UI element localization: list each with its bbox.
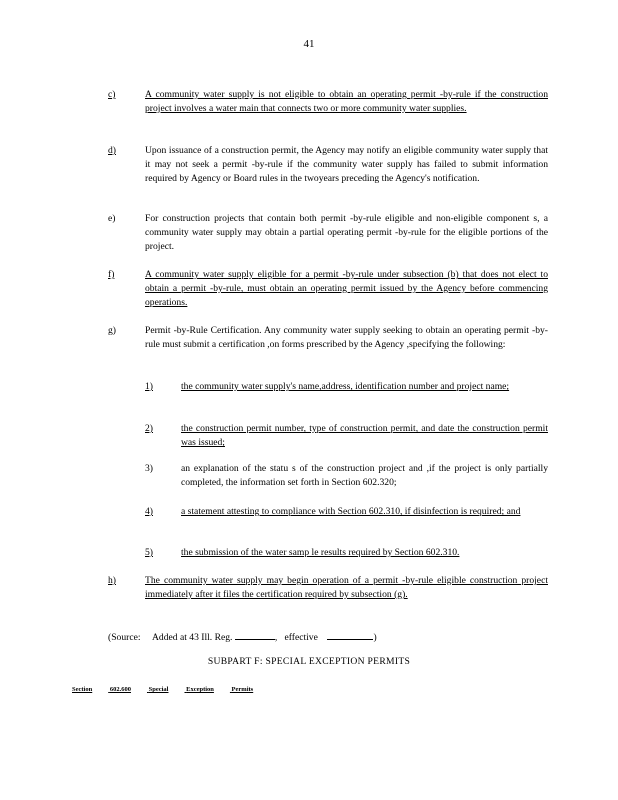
paragraph-label: f) xyxy=(108,269,115,280)
paragraph-text-body: The community water supply may begin operation of a permit -by-rule eligible construction project immediately after it files the certification required by subsection (g). xyxy=(145,575,548,600)
source-suffix: ) xyxy=(373,632,377,643)
subitem-label: 2) xyxy=(145,423,153,434)
section-title-part: Permits xyxy=(231,686,254,693)
subitem-label: 3) xyxy=(145,463,153,474)
subitem-text: an explanation of the statu s of the construction project and ,if the project is only partially completed, the information set forth in Section 602.320; xyxy=(181,463,548,488)
paragraph-f xyxy=(108,268,548,310)
paragraph-label: c) xyxy=(108,89,116,100)
section-title-part: Exception xyxy=(186,686,214,693)
section-heading xyxy=(72,686,269,693)
paragraph-text: For construction projects that contain both permit -by-rule eligible and non-eligible component s, a community water supply may obtain a partial operating permit -by-rule for the eligible portions of the project. xyxy=(145,213,548,252)
paragraph-text xyxy=(145,574,548,602)
source-prefix: (Source: xyxy=(108,632,141,643)
subitem-label: 4) xyxy=(145,506,153,517)
subitem-1 xyxy=(145,380,548,394)
subitem-label: 5) xyxy=(145,547,153,558)
source-blank-date xyxy=(327,630,373,640)
subitem-text: the community water supply's name,address, identification number and project name; xyxy=(181,381,510,392)
paragraph-h xyxy=(108,574,548,602)
paragraph-e xyxy=(108,212,548,254)
subpart-heading: SUBPART F: SPECIAL EXCEPTION PERMITS xyxy=(207,656,411,667)
source-effective: effective xyxy=(284,632,318,643)
source-blank-volume xyxy=(235,630,275,640)
paragraph-text: Upon issuance of a construction permit, the Agency may notify an eligible community water supply that it may not seek a permit -by-rule if the community water supply has failed to submit information required by Agency or Board rules in the twoyears preceding the Agency's notification. xyxy=(145,145,548,184)
page-number: 41 xyxy=(303,38,315,50)
section-word: Section xyxy=(72,686,93,693)
paragraph-label: h) xyxy=(108,575,116,586)
paragraph-text: A community water supply is not eligible to obtain an operating permit -by-rule if the construction project involves a water main that connects two or more community water supplies. xyxy=(145,89,548,114)
paragraph-c xyxy=(108,88,548,116)
subitem-5 xyxy=(145,546,548,560)
paragraph-label: e) xyxy=(108,213,116,224)
paragraph-label: g) xyxy=(108,325,116,336)
subitem-4 xyxy=(145,505,548,519)
paragraph-d xyxy=(108,144,548,186)
paragraph-label: d) xyxy=(108,145,116,156)
subitem-label: 1) xyxy=(145,381,153,392)
subitem-text: the construction permit number, type of construction permit, and date the construction permit was issued; xyxy=(181,423,548,448)
source-note xyxy=(108,630,377,645)
paragraph-text: A community water supply eligible for a permit -by-rule under subsection (b) that does not elect to obtain a permit -by-rule, must obtain an operating permit issued by the Agency before commencing operations. xyxy=(145,269,548,308)
subitem-text: the submission of the water samp le results required by Section 602.310. xyxy=(181,547,460,558)
subitem-text: a statement attesting to compliance with Section 602.310, if disinfection is required; and xyxy=(181,506,521,517)
subitem-2 xyxy=(145,422,548,450)
paragraph-text: Permit -by-Rule Certification. Any community water supply seeking to obtain an operating permit -by-rule must submit a certification ,on forms prescribed by the Agency ,specifying the following: xyxy=(145,325,548,350)
subitem-3 xyxy=(145,462,548,490)
section-title-part: Special xyxy=(148,686,169,693)
source-added: Added at 43 Ill. Reg. xyxy=(151,632,233,643)
paragraph-g xyxy=(108,324,548,352)
section-number: 602.600 xyxy=(109,686,131,693)
source-comma: , xyxy=(274,632,278,643)
